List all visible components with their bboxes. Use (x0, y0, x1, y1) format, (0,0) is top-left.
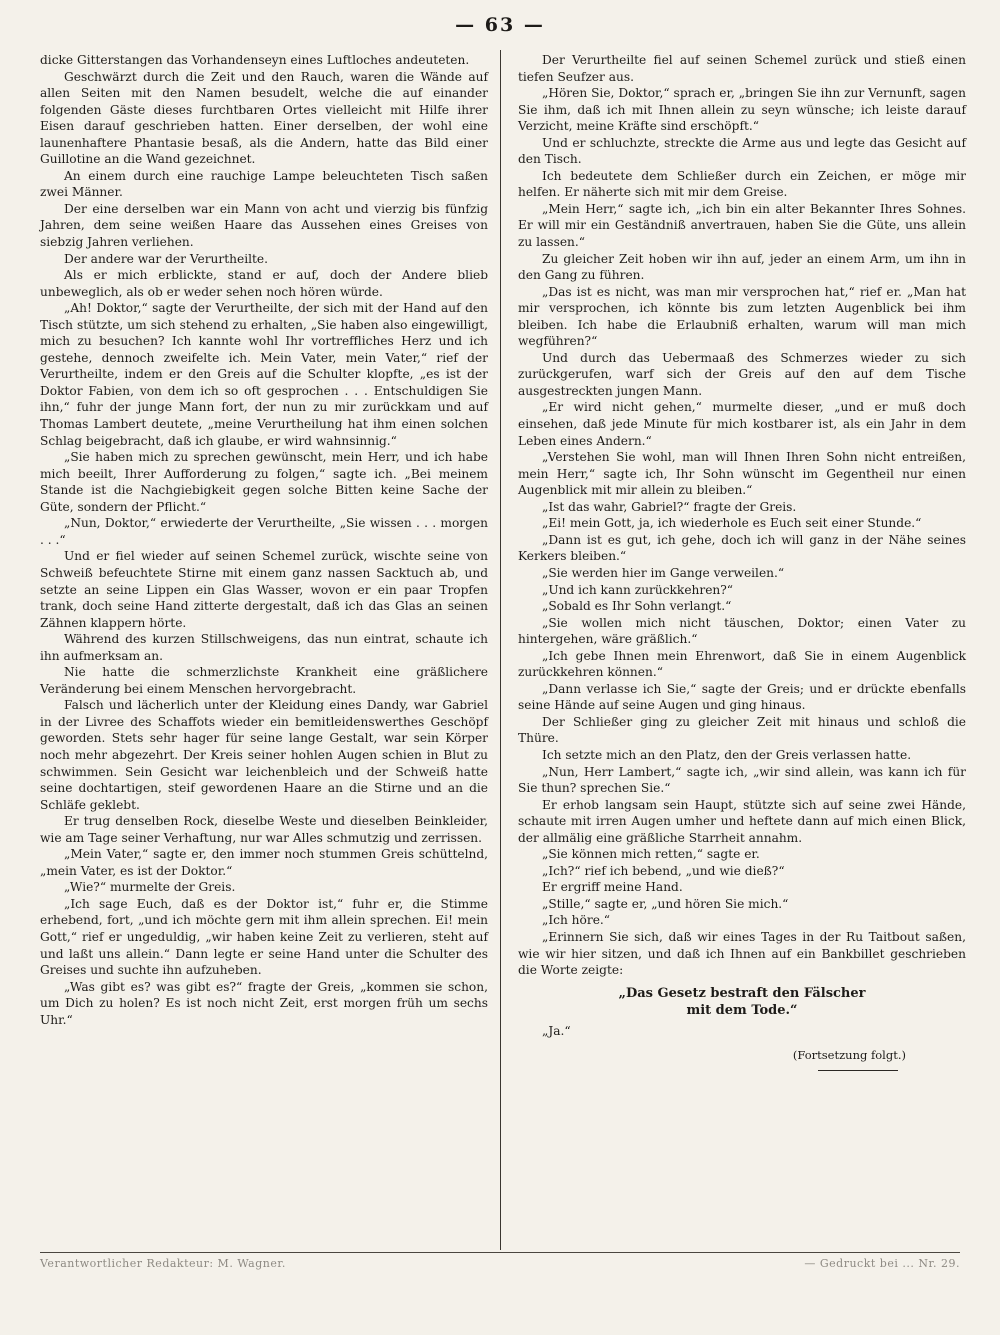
left-column (40, 52, 488, 1028)
law-quote-line: mit dem Tode.“ (686, 1002, 798, 1018)
paragraph: Und er schluchzte, streckte die Arme aus und legte das Gesicht auf den Tisch. (518, 135, 966, 167)
paragraph: „Wie?“ murmelte der Greis. (64, 880, 236, 895)
paragraph: Und er fiel wieder auf seinen Schemel zurück, wischte seine von Schweiß befeuchtete Stirne mit einem ganz nassen Sacktuch ab, und setzte an seine Lippen ein Glas Wasser, wovon er ein paar Tropfen trank, doch seine Hand zitterte dergestalt, daß ich das Glas an seinen Zähnen klappern hörte. (40, 549, 488, 630)
footer-editor: Verantwortlicher Redakteur: M. Wagner. (40, 1257, 286, 1270)
paragraph: „Ich?“ rief ich bebend, „und wie dieß?“ (542, 863, 785, 878)
paragraph: „Mein Vater,“ sagte er, den immer noch stummen Greis schüttelnd, „mein Vater, es ist der Doktor.“ (40, 847, 488, 878)
paragraph: „Sobald es Ihr Sohn verlangt.“ (542, 599, 732, 614)
paragraph: Nie hatte die schmerzlichste Krankheit eine gräßlichere Veränderung bei einem Menschen hervorgebracht. (40, 665, 488, 696)
law-quote (518, 985, 966, 1019)
paragraph: Der eine derselben war ein Mann von acht und vierzig bis fünfzig Jahren, dem seine weißen Haare das Aussehen eines Greises von siebzig Jahren verliehen. (40, 201, 488, 250)
footer-printer: — Gedruckt bei ... Nr. 29. (804, 1257, 960, 1270)
paragraph: Der Verurtheilte fiel auf seinen Schemel zurück und stieß einen tiefen Seufzer aus. (518, 53, 966, 84)
continued-note: (Fortsetzung folgt.) (792, 1048, 906, 1063)
paragraph: „Erinnern Sie sich, daß wir eines Tages in der Ru Taitbout saßen, wie wir hier sitzen, und daß ich Ihnen auf ein Bankbillet geschrieben die Worte zeigte: (518, 929, 966, 978)
law-quote-line: „Das Gesetz bestraft den Fälscher (618, 985, 866, 1001)
paragraph: Zu gleicher Zeit hoben wir ihn auf, jeder an einem Arm, um ihn in den Gang zu führen. (518, 251, 966, 283)
paragraph: Ich setzte mich an den Platz, den der Greis verlassen hatte. (542, 747, 912, 762)
paragraph: „Hören Sie, Doktor,“ sprach er, „bringen Sie ihn zur Vernunft, sagen Sie ihm, daß ich mit Ihnen allein zu seyn wünsche; ich leiste darauf Verzicht, meine Kräfte sind erschöpft.“ (518, 86, 966, 134)
paragraph: Er ergriff meine Hand. (542, 880, 683, 895)
paragraph: dicke Gitterstangen das Vorhandenseyn eines Luftloches andeuteten. (40, 53, 470, 67)
paragraph: „Ich sage Euch, daß es der Doktor ist,“ fuhr er, die Stimme erhebend, fort, „und ich möchte gern mit ihm allein sprechen. Ei! mein Gott,“ rief er ungeduldig, „wir haben keine Zeit zu verlieren, steht auf und laßt uns allein.“ Dann legte er seine Hand unter die Schulter des Greises und suchte ihn aufzuheben. (40, 896, 488, 978)
page-number: — 63 — (455, 14, 545, 36)
paragraph: „Verstehen Sie wohl, man will Ihnen Ihren Sohn nicht entreißen, mein Herr,“ sagte ich, Ihr Sohn wünscht im Gegentheil nur einen Augenblick mit mir allein zu bleiben.“ (518, 450, 966, 498)
paragraph: „Sie wollen mich nicht täuschen, Doktor; einen Vater zu hintergehen, wäre gräßlich.“ (518, 615, 966, 647)
paragraph: „Mein Herr,“ sagte ich, „ich bin ein alter Bekannter Ihres Sohnes. Er will mir ein Geständniß anvertrauen, haben Sie die Güte, uns allein zu lassen.“ (518, 201, 966, 250)
paragraph: „Ich gebe Ihnen mein Ehrenwort, daß Sie in einem Augenblick zurückkehren können.“ (518, 648, 966, 680)
answer-paragraph: „Ja.“ (542, 1023, 571, 1038)
paragraph: Während des kurzen Stillschweigens, das nun eintrat, schaute ich ihn aufmerksam an. (40, 632, 488, 663)
paragraph: Er trug denselben Rock, dieselbe Weste und dieselben Beinkleider, wie am Tage seiner Verhaftung, nur war Alles schmutzig und zerrissen. (40, 814, 488, 845)
paragraph: „Was gibt es? was gibt es?“ fragte der Greis, „kommen sie schon, um Dich zu holen? Es ist noch nicht Zeit, erst morgen früh um sechs Uhr.“ (40, 979, 488, 1027)
end-rule (818, 1070, 898, 1071)
paragraph: Der Schließer ging zu gleicher Zeit mit hinaus und schloß die Thüre. (518, 714, 966, 746)
paragraph: „Nun, Doktor,“ erwiederte der Verurtheilte, „Sie wissen . . . morgen . . .“ (40, 516, 488, 547)
paragraph: „Dann ist es gut, ich gehe, doch ich will ganz in der Nähe seines Kerkers bleiben.“ (518, 532, 966, 564)
paragraph: Falsch und lächerlich unter der Kleidung eines Dandy, war Gabriel in der Livree des Schaffots wieder ein bemitleidenswerthes Geschöpf geworden. Stets sehr hager für seine lange Gestalt, war sein Körper noch mehr abgezehrt. Der Kreis seiner hohlen Augen schien in Blut zu schwimmen. Sein Gesicht war leichenbleich und der Schweiß hatte seine dochtartigen, steif gewordenen Haare an die Stirne und an die Schläfe geklebt. (40, 698, 488, 812)
paragraph: An einem durch eine rauchige Lampe beleuchteten Tisch saßen zwei Männer. (40, 168, 488, 200)
page-footer (40, 1252, 960, 1270)
paragraph: „Das ist es nicht, was man mir versprochen hat,“ rief er. „Man hat mir versprochen, ich könnte bis zum letzten Augenblick bei ihm bleiben. Ich habe die Erlaubniß erhalten, warum will man mich wegführen?“ (518, 284, 966, 349)
paragraph: „Und ich kann zurückkehren?“ (542, 582, 734, 597)
paragraph: Und durch das Uebermaaß des Schmerzes wieder zu sich zurückgerufen, warf sich der Greis auf den auf dem Tische ausgestreckten jungen Mann. (518, 350, 966, 398)
paragraph: Als er mich erblickte, stand er auf, doch der Andere blieb unbeweglich, als ob er weder sehen noch hören würde. (40, 268, 488, 299)
paragraph: „Stille,“ sagte er, „und hören Sie mich.“ (542, 896, 789, 911)
paragraph: Ich bedeutete dem Schließer durch ein Zeichen, er möge mir helfen. Er näherte sich mit mir dem Greise. (518, 168, 966, 200)
paragraph: Er erhob langsam sein Haupt, stützte sich auf seine zwei Hände, schaute mit irren Augen umher und heftete dann auf mich einen Blick, der allmälig eine gräßliche Starrheit annahm. (518, 797, 966, 845)
paragraph: „Ah! Doktor,“ sagte der Verurtheilte, der sich mit der Hand auf den Tisch stützte, um sich stehend zu erhalten, „Sie haben also eingewilligt, mich zu besuchen? Ich kannte wohl Ihr vortreffliches Herz und ich gestehe, dennoch zweifelte ich. Mein Vater, mein Vater,“ rief der Verurtheilte, indem er den Greis auf die Schulter klopfte, „es ist der Doktor Fabien, von dem ich so oft gesprochen . . . Entschuldigen Sie ihn,“ fuhr der junge Mann fort, der nun zu mir zurückkam und auf Thomas Lambert deutete, „meine Verurtheilung hat ihm einen solchen Schlag beigebracht, daß ich glaube, er wird wahnsinnig.“ (40, 301, 488, 448)
paragraph: „Ist das wahr, Gabriel?“ fragte der Greis. (542, 499, 797, 514)
paragraph: Der andere war der Verurtheilte. (64, 251, 268, 266)
paragraph: „Nun, Herr Lambert,“ sagte ich, „wir sind allein, was kann ich für Sie thun? sprechen Sie.“ (518, 764, 966, 796)
right-column (518, 52, 966, 1071)
paragraph: „Sie werden hier im Gange verweilen.“ (542, 565, 785, 580)
paragraph: „Ich höre.“ (542, 913, 611, 928)
paragraph: „Sie haben mich zu sprechen gewünscht, mein Herr, und ich habe mich beeilt, Ihrer Aufforderung zu folgen,“ sagte ich. „Bei meinem Stande ist die Nachgiebigkeit gegen solche Bitten keine Sache der Güte, sondern der Pflicht.“ (40, 450, 488, 514)
paragraph: „Sie können mich retten,“ sagte er. (542, 847, 760, 862)
paragraph: „Ei! mein Gott, ja, ich wiederhole es Euch seit einer Stunde.“ (542, 516, 922, 531)
paragraph: „Er wird nicht gehen,“ murmelte dieser, „und er muß doch einsehen, daß jede Minute für mich kostbarer ist, als ein Jahr in dem Leben eines Andern.“ (518, 400, 966, 448)
paragraph: Geschwärzt durch die Zeit und den Rauch, waren die Wände auf allen Seiten mit den Namen besudelt, welche die auf einander folgenden Gäste dieses furchtbaren Ortes vielleicht mit Hilfe ihrer Eisen darauf geschrieben hatten. Einer derselben, der wohl eine launenhaftere Phantasie besaß, als die Andern, hatte das Bild einer Guillotine an die Wand gezeichnet. (40, 69, 488, 167)
column-divider (500, 50, 501, 1250)
paragraph: „Dann verlasse ich Sie,“ sagte der Greis; und er drückte ebenfalls seine Hände auf seine Augen und ging hinaus. (518, 681, 966, 713)
